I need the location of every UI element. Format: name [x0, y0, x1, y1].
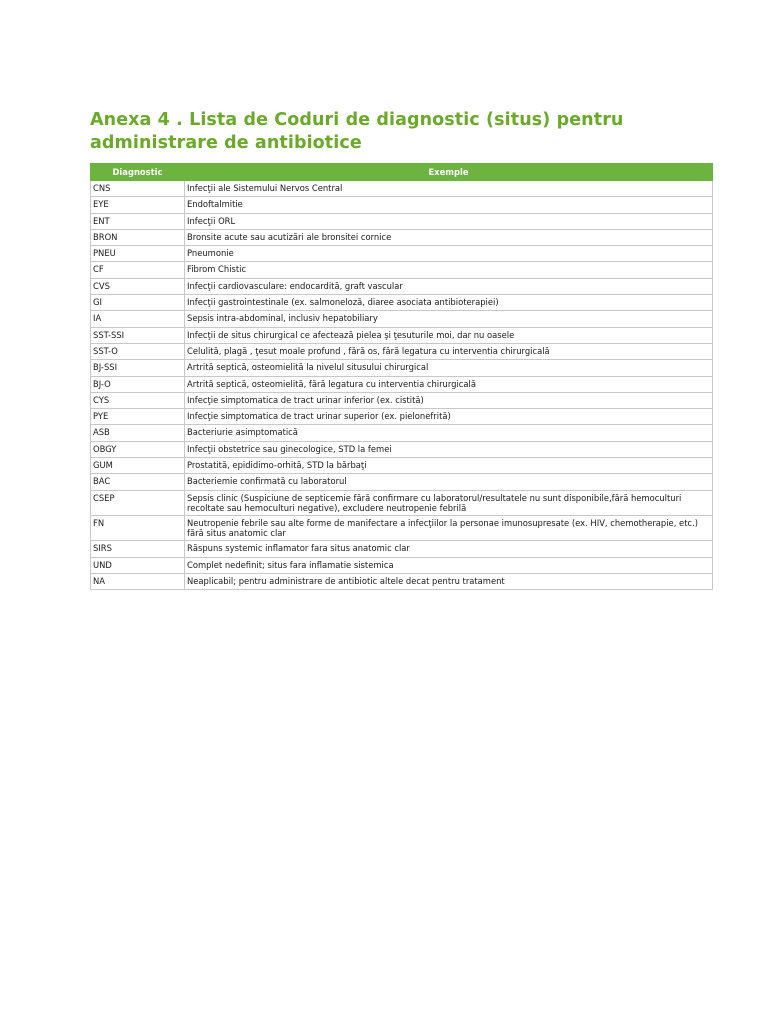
table-row [91, 490, 713, 515]
table-row [91, 213, 713, 229]
diagnostic-codes-table [90, 163, 713, 590]
example-cell: Bacteriemie confirmată cu laboratorul [185, 474, 713, 490]
table-row [91, 278, 713, 294]
table-row [91, 516, 713, 541]
table-row [91, 327, 713, 343]
table-row [91, 541, 713, 557]
diagnostic-code-cell: CSEP [91, 490, 185, 515]
table-row [91, 229, 713, 245]
diagnostic-code-cell: PNEU [91, 246, 185, 262]
example-cell: Artrită septică, osteomielită, fără legatura cu interventia chirurgicală [185, 376, 713, 392]
diagnostic-code-cell: BJ-O [91, 376, 185, 392]
diagnostic-code-cell: CVS [91, 278, 185, 294]
diagnostic-code-cell: OBGY [91, 441, 185, 457]
example-cell: Infecţii obstetrice sau ginecologice, STD la femei [185, 441, 713, 457]
table-row [91, 557, 713, 573]
diagnostic-code-cell: SST-O [91, 343, 185, 359]
column-header-examples: Exemple [185, 164, 713, 181]
example-cell: Bacteriurie asimptomatică [185, 425, 713, 441]
example-cell: Prostatită, epididimo-orhită, STD la bărbaţi [185, 458, 713, 474]
table-row [91, 311, 713, 327]
table-row [91, 360, 713, 376]
diagnostic-code-cell: GI [91, 295, 185, 311]
table-row [91, 376, 713, 392]
example-cell: Artrită septică, osteomielită la nivelul situsului chirurgical [185, 360, 713, 376]
example-cell: Pneumonie [185, 246, 713, 262]
diagnostic-code-cell: CF [91, 262, 185, 278]
table-row [91, 458, 713, 474]
diagnostic-code-cell: EYE [91, 197, 185, 213]
table-header [91, 164, 713, 181]
document-page [90, 109, 712, 590]
diagnostic-code-cell: ENT [91, 213, 185, 229]
diagnostic-code-cell: FN [91, 516, 185, 541]
diagnostic-code-cell: ASB [91, 425, 185, 441]
diagnostic-code-cell: BAC [91, 474, 185, 490]
diagnostic-code-cell: SIRS [91, 541, 185, 557]
example-cell: Infecţii cardiovasculare: endocardită, graft vascular [185, 278, 713, 294]
table-row [91, 474, 713, 490]
example-cell: Neutropenie febrile sau alte forme de manifectare a infecţiilor la personae imunosupresate (ex. HIV, chemotherapie, etc.) fără situs anatomic clar [185, 516, 713, 541]
table-row [91, 295, 713, 311]
example-cell: Sepsis clinic (Suspiciune de septicemie fără confirmare cu laboratorul/resultatele nu sunt disponibile,fără hemoculturi recoltate sau hemoculturi negative), excludere neutropenie febrilă [185, 490, 713, 515]
example-cell: Infecţii ORL [185, 213, 713, 229]
diagnostic-code-cell: NA [91, 574, 185, 590]
diagnostic-code-cell: GUM [91, 458, 185, 474]
document-title: Anexa 4 . Lista de Coduri de diagnostic (situs) pentru administrare de antibiotice [90, 110, 624, 153]
table-row [91, 425, 713, 441]
table-row [91, 392, 713, 408]
table-row [91, 181, 713, 197]
example-cell: Celulită, plagă , ţesut moale profund , fără os, fără legatura cu interventia chirurgicală [185, 343, 713, 359]
example-cell: Infecţii gastrointestinale (ex. salmoneloză, diaree asociata antibioterapiei) [185, 295, 713, 311]
diagnostic-code-cell: IA [91, 311, 185, 327]
table-row [91, 574, 713, 590]
table-row [91, 343, 713, 359]
table-row [91, 409, 713, 425]
diagnostic-code-cell: BJ-SSI [91, 360, 185, 376]
column-header-diagnostic: Diagnostic [91, 164, 185, 181]
table-row [91, 246, 713, 262]
table-body [91, 181, 713, 590]
example-cell: Neaplicabil; pentru administrare de antibiotic altele decat pentru tratament [185, 574, 713, 590]
example-cell: Infecţii ale Sistemului Nervos Central [185, 181, 713, 197]
table-row [91, 262, 713, 278]
table-row [91, 441, 713, 457]
diagnostic-code-cell: BRON [91, 229, 185, 245]
diagnostic-code-cell: UND [91, 557, 185, 573]
diagnostic-code-cell: CYS [91, 392, 185, 408]
diagnostic-code-cell: CNS [91, 181, 185, 197]
example-cell: Infecţii de situs chirurgical ce afectează pielea şi ţesuturile moi, dar nu oasele [185, 327, 713, 343]
table-header-row [91, 164, 713, 181]
example-cell: Bronsite acute sau acutizări ale bronsitei cornice [185, 229, 713, 245]
diagnostic-code-cell: PYE [91, 409, 185, 425]
example-cell: Fibrom Chistic [185, 262, 713, 278]
example-cell: Infecţie simptomatica de tract urinar inferior (ex. cistită) [185, 392, 713, 408]
example-cell: Endoftalmitie [185, 197, 713, 213]
example-cell: Infecţie simptomatica de tract urinar superior (ex. pielonefrită) [185, 409, 713, 425]
diagnostic-code-cell: SST-SSI [91, 327, 185, 343]
table-row [91, 197, 713, 213]
example-cell: Sepsis intra-abdominal, inclusiv hepatobiliary [185, 311, 713, 327]
example-cell: Complet nedefinit; situs fara inflamatie sistemica [185, 557, 713, 573]
example-cell: Răspuns systemic inflamator fara situs anatomic clar [185, 541, 713, 557]
